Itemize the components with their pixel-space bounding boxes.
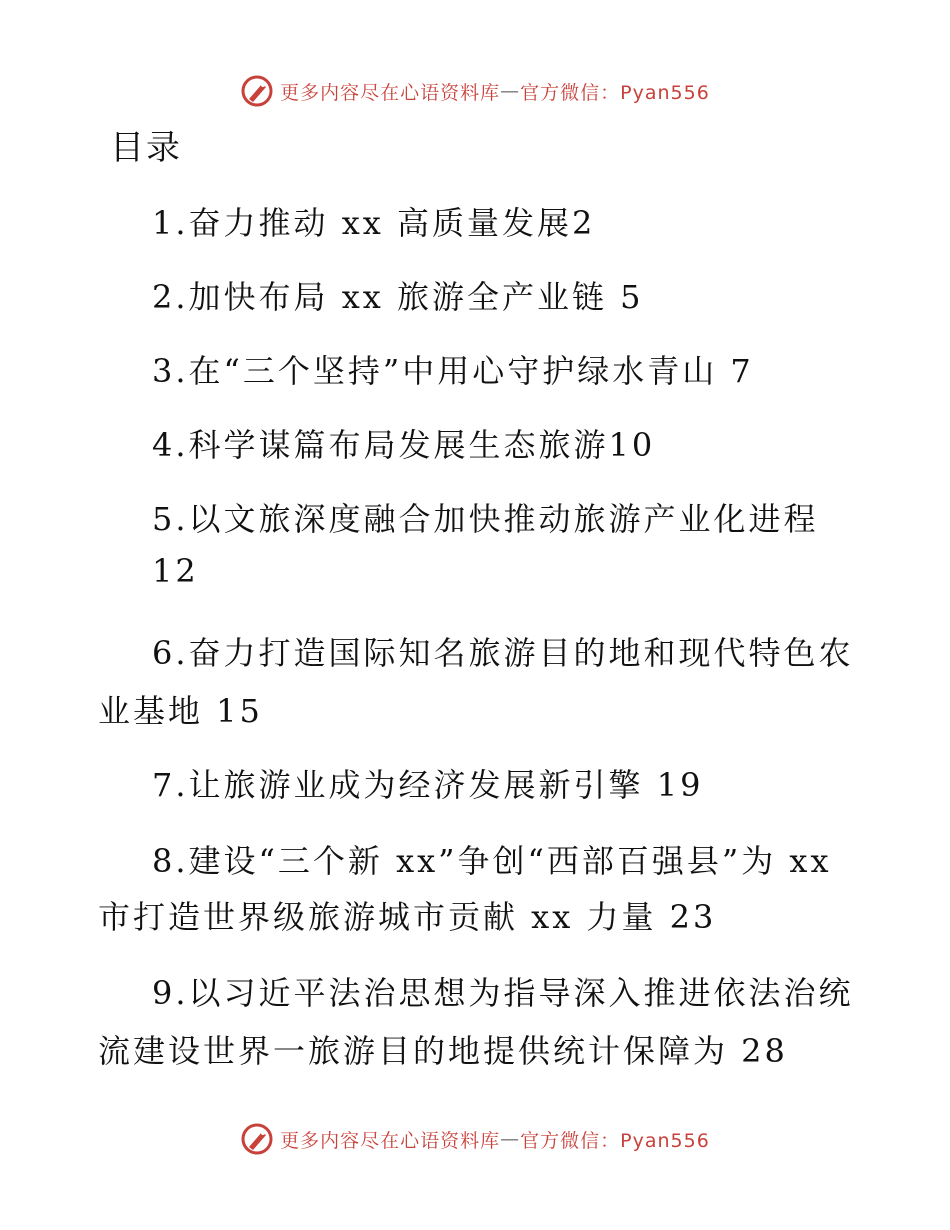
watermark-main: 更多内容尽在心语资料库 [280, 1129, 501, 1152]
pen-logo-icon [240, 1122, 274, 1156]
page-title: 目录 [110, 128, 182, 168]
watermark-tail: 官方微信：Pyan556 [520, 81, 710, 104]
watermark-sep: — [500, 1128, 521, 1150]
toc-item-7[interactable]: 7.让旅游业成为经济发展新引擎 19 [152, 766, 704, 804]
pen-logo-icon [240, 74, 274, 108]
watermark-footer [0, 1119, 950, 1159]
watermark-header [0, 71, 950, 111]
watermark-main: 更多内容尽在心语资料库 [280, 81, 501, 104]
toc-item-8[interactable]: 8.建设“三个新 xx”争创“西部百强县”为 xx [152, 842, 832, 880]
toc-item-5[interactable]: 5.以文旅深度融合加快推动旅游产业化进程 [152, 500, 819, 538]
toc-item-8-cont[interactable]: 市打造世界级旅游城市贡献 xx 力量 23 [98, 898, 717, 936]
toc-item-6-cont[interactable]: 业基地 15 [98, 692, 263, 730]
toc-item-5-cont[interactable]: 12 [152, 552, 199, 590]
toc-item-3[interactable]: 3.在“三个坚持”中用心守护绿水青山 7 [152, 352, 754, 390]
toc-item-9-cont[interactable]: 流建设世界一旅游目的地提供统计保障为 28 [98, 1032, 788, 1070]
toc-item-1[interactable]: 1.奋力推动 xx 高质量发展2 [152, 204, 596, 242]
toc-item-2[interactable]: 2.加快布局 xx 旅游全产业链 5 [152, 278, 644, 316]
watermark-tail: 官方微信：Pyan556 [520, 1129, 710, 1152]
watermark-sep: — [500, 80, 521, 102]
toc-item-9[interactable]: 9.以习近平法治思想为指导深入推进依法治统 [152, 974, 854, 1012]
toc-item-4[interactable]: 4.科学谋篇布局发展生态旅游10 [152, 426, 656, 464]
toc-item-6[interactable]: 6.奋力打造国际知名旅游目的地和现代特色农 [152, 634, 854, 672]
